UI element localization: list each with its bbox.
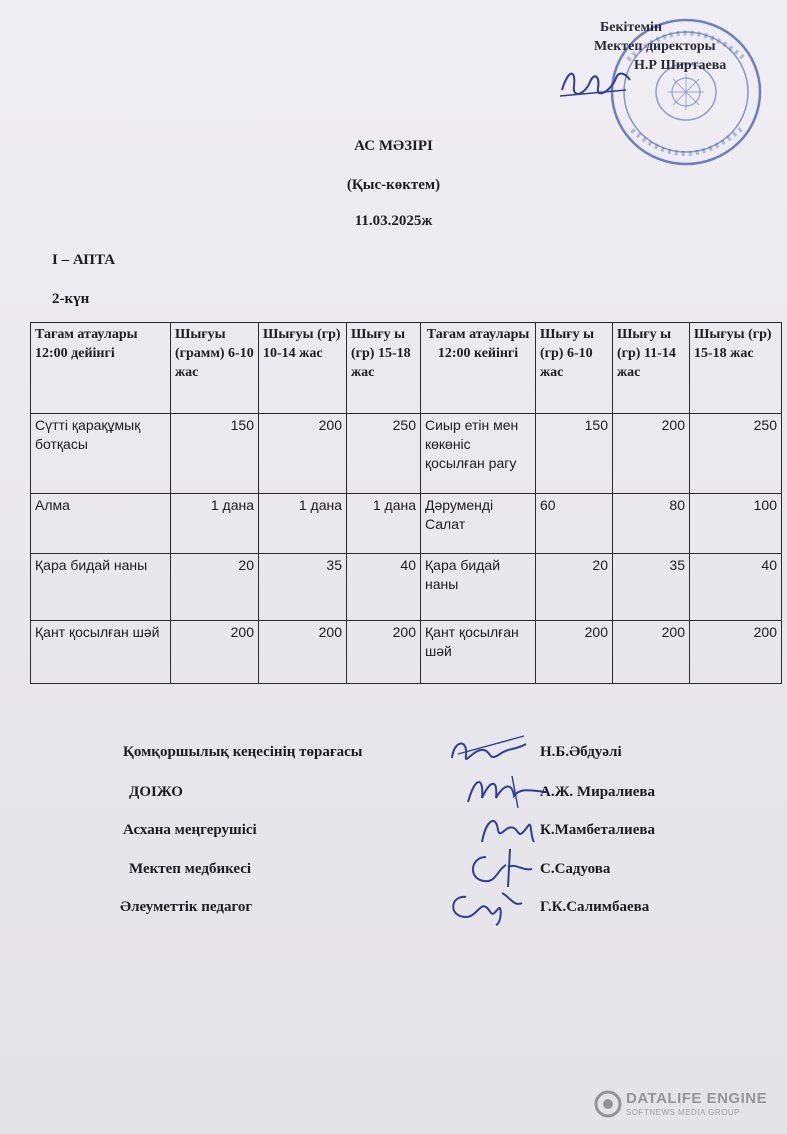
table-cell: Қант қосылған шәй [421,621,536,684]
signatory-role: ДОІЖО [129,784,183,800]
table-row [31,621,782,684]
table-cell: 40 [347,554,421,621]
table-cell: Қара бидай наны [31,554,171,621]
table-cell: 60 [536,494,613,554]
table-cell: 150 [536,414,613,494]
signatory-name: А.Ж. Миралиева [540,784,656,800]
column-header: Шығуы (гр) 10-14 жас [259,323,347,414]
table-row [31,494,782,554]
table-cell: 20 [536,554,613,621]
watermark [594,1086,774,1122]
season-subtitle: (Қыс-көктем) [346,177,441,193]
column-header: Шығу ы (гр) 15-18 жас [347,323,421,414]
table-cell: 200 [613,621,690,684]
menu-table [30,322,782,684]
column-header: Тағам атаулары 12:00 дейінгі [31,323,171,414]
signature-icon [440,883,530,927]
table-cell: Сиыр етін мен көкөніс қосылған рагу [421,414,536,494]
table-row [31,554,782,621]
datalife-logo-icon [594,1090,622,1118]
page-title: АС МӘЗІРІ [354,138,433,154]
approval-block [590,18,780,75]
signature-row [0,822,787,846]
table-cell: 40 [690,554,782,621]
signatory-role: Асхана меңгерушісі [123,822,257,838]
signatory-role: Қомқоршылық кеңесінің төрағасы [123,744,363,760]
table-cell: 1 дана [171,494,259,554]
signatory-name: Н.Б.Әбдуәлі [540,744,622,760]
day-label: 2-күн [52,291,90,307]
table-header-row [31,323,782,414]
table-cell: 200 [347,621,421,684]
table-cell: Алма [31,494,171,554]
signatory-name: С.Садуова [540,861,611,877]
table-cell: 200 [171,621,259,684]
approval-director-name: Н.Р Ширтаева [634,58,727,73]
approval-position: Мектеп директоры [594,39,716,54]
column-header: Шығуы (грамм) 6-10 жас [171,323,259,414]
table-cell: 35 [259,554,347,621]
table-row [31,414,782,494]
table-cell: Сүтті қарақұмық ботқасы [31,414,171,494]
table-cell: 200 [259,621,347,684]
watermark-subtitle: SOFTNEWS MEDIA GROUP [626,1108,741,1117]
table-cell: 1 дана [347,494,421,554]
watermark-brand: DATALIFE ENGINE [626,1090,768,1107]
table-cell: 1 дана [259,494,347,554]
table-cell: 250 [347,414,421,494]
approval-line: Бекітемін [600,20,663,35]
table-cell: 250 [690,414,782,494]
column-header: Шығу ы (гр) 6-10 жас [536,323,613,414]
table-cell: 200 [690,621,782,684]
table-cell: 35 [613,554,690,621]
table-cell: Қара бидай наны [421,554,536,621]
signature-row [0,784,787,808]
table-cell: 200 [613,414,690,494]
table-cell: 20 [171,554,259,621]
column-header: Шығуы (гр) 15-18 жас [690,323,782,414]
column-header: Шығу ы (гр) 11-14 жас [613,323,690,414]
table-cell: Дәруменді Салат [421,494,536,554]
signature-row [0,744,787,768]
menu-date: 11.03.2025ж [354,213,433,229]
signatory-role: Әлеуметтік педагог [120,899,253,915]
table-cell: 100 [690,494,782,554]
table-cell: 80 [613,494,690,554]
signature-row [0,861,787,885]
table-cell: 200 [259,414,347,494]
signature-icon [444,728,534,772]
table-cell: Қант қосылған шәй [31,621,171,684]
table-cell: 200 [536,621,613,684]
signatory-name: Г.К.Салимбаева [540,899,650,915]
signatory-role: Мектеп медбикесі [129,861,252,877]
week-label: I – АПТА [52,252,116,268]
signatory-name: К.Мамбеталиева [540,822,655,838]
column-header: Тағам атаулары 12:00 кейінгі [421,323,536,414]
signature-row [0,899,787,923]
table-cell: 150 [171,414,259,494]
